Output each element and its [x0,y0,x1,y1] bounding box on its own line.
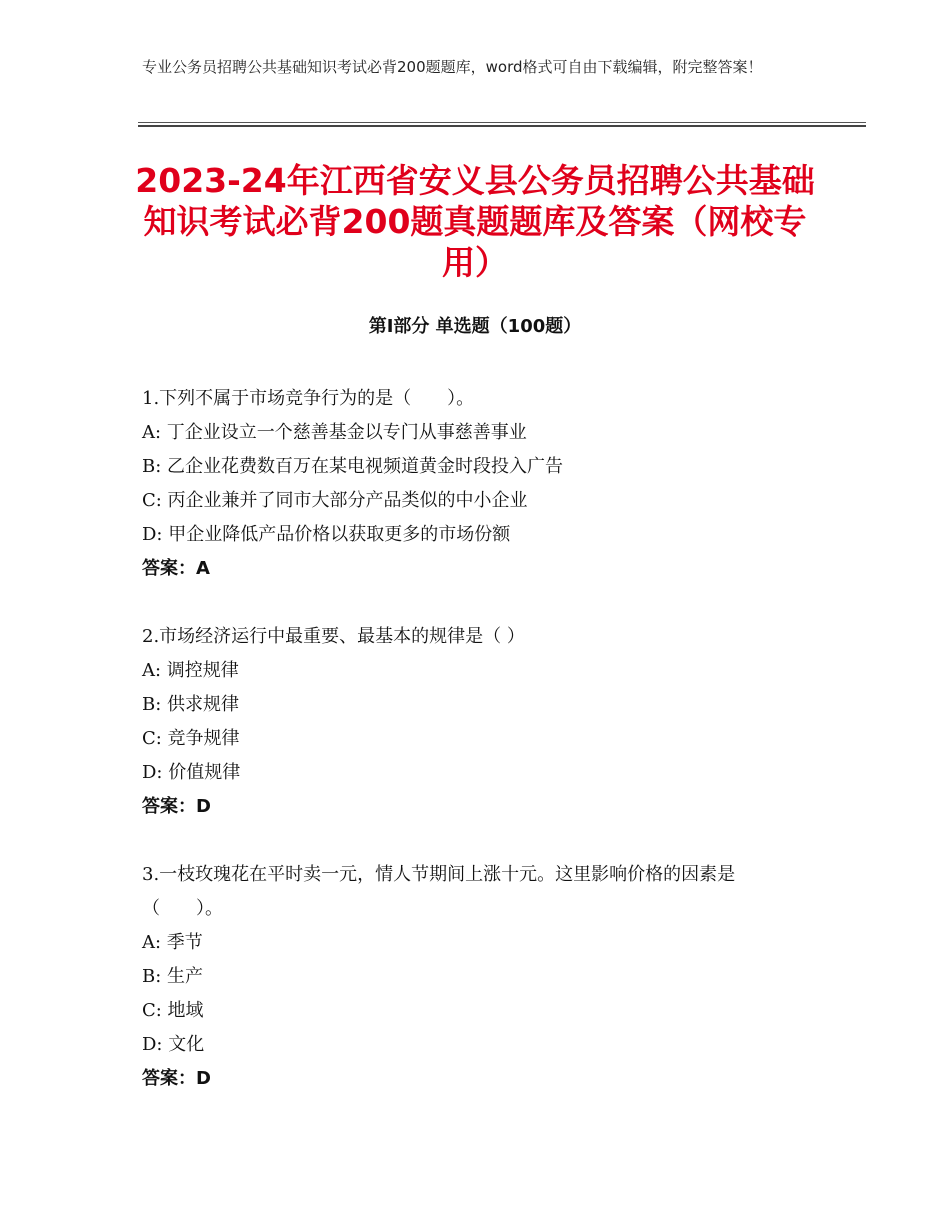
question-1 [142,382,812,586]
question-3 [142,858,812,1096]
option-a: A: 丁企业设立一个慈善基金以专门从事慈善事业 [142,422,527,443]
option-b: B: 乙企业花费数百万在某电视频道黄金时段投入广告 [142,456,564,477]
question-list [142,382,812,1130]
option-b: B: 生产 [142,966,204,987]
option-c: C: 地域 [142,1000,204,1021]
option-b: B: 供求规律 [142,694,240,715]
section-title: 第Ⅰ部分 单选题（100题） [368,316,582,337]
header-divider-thin [138,122,866,123]
option-a: A: 季节 [142,932,203,953]
question-stem: 3.一枝玫瑰花在平时卖一元，情人节期间上涨十元。这里影响价格的因素是（ ）。 [142,864,736,919]
question-stem: 1.下列不属于市场竞争行为的是（ ）。 [142,388,475,409]
answer-label: 答案：D [142,796,211,817]
option-d: D: 甲企业降低产品价格以获取更多的市场份额 [142,524,511,545]
document-title: 2023-24年江西省安义县公务员招聘公共基础知识考试必背200题真题题库及答案（网校专用） [135,161,815,282]
option-c: C: 丙企业兼并了同市大部分产品类似的中小企业 [142,490,528,511]
header-divider-thick [138,125,866,127]
question-stem: 2.市场经济运行中最重要、最基本的规律是（ ） [142,626,525,647]
option-c: C: 竞争规律 [142,728,240,749]
answer-label: 答案：A [142,558,210,579]
option-d: D: 价值规律 [142,762,241,783]
answer-label: 答案：D [142,1068,211,1089]
question-2 [142,620,812,824]
header-note: 专业公务员招聘公共基础知识考试必背200题题库，word格式可自由下载编辑，附完整答案！ [142,58,763,76]
option-d: D: 文化 [142,1034,205,1055]
option-a: A: 调控规律 [142,660,239,681]
